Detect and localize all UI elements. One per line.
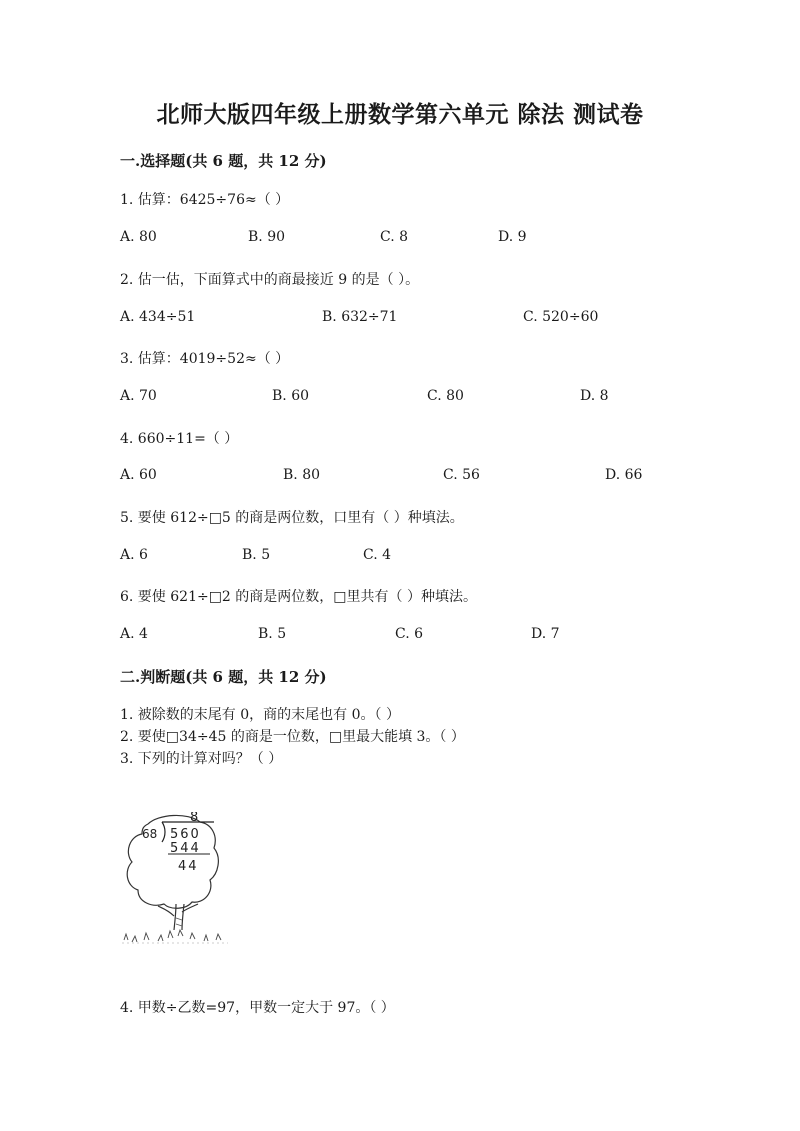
q3-option-b: B. 60 — [272, 388, 310, 404]
q5-option-b: B. 5 — [242, 547, 271, 563]
division-dividend: 560 — [170, 827, 201, 842]
grass — [124, 930, 221, 942]
q6-option-b: B. 5 — [258, 626, 287, 642]
q4-option-c: C. 56 — [443, 467, 480, 483]
q2-option-b: B. 632÷71 — [322, 309, 398, 325]
division-quotient: 8 — [190, 812, 199, 825]
q5-option-a: A. 6 — [120, 547, 148, 563]
q2-option-c: C. 520÷60 — [523, 309, 599, 325]
question-1: 1. 估算：6425÷76≈（ ） — [120, 192, 290, 208]
question-3: 3. 估算：4019÷52≈（ ） — [120, 351, 290, 367]
judgment-3: 3. 下列的计算对吗？（ ） — [120, 751, 283, 767]
q6-option-d: D. 7 — [531, 626, 560, 642]
q2-option-a: A. 434÷51 — [120, 309, 196, 325]
q5-option-c: C. 4 — [363, 547, 392, 563]
division-divisor: 68 — [142, 827, 158, 841]
q4-option-a: A. 60 — [120, 467, 157, 483]
question-6: 6. 要使 621÷□2 的商是两位数，□里共有（ ）种填法。 — [120, 589, 477, 605]
q1-option-c: C. 8 — [380, 229, 409, 245]
q1-option-b: B. 90 — [248, 229, 286, 245]
question-4: 4. 660÷11=（ ） — [120, 431, 239, 447]
q4-option-b: B. 80 — [283, 467, 321, 483]
q3-option-d: D. 8 — [580, 388, 609, 404]
q1-option-d: D. 9 — [498, 229, 527, 245]
tree-division-illustration — [118, 812, 233, 952]
judgment-4: 4. 甲数÷乙数=97，甲数一定大于 97。（ ） — [120, 1000, 395, 1016]
q4-option-d: D. 66 — [605, 467, 643, 483]
q1-option-a: A. 80 — [120, 229, 157, 245]
judgment-1: 1. 被除数的末尾有 0，商的末尾也有 0。（ ） — [120, 707, 400, 723]
division-remainder: 44 — [178, 859, 199, 874]
q6-option-c: C. 6 — [395, 626, 424, 642]
question-5: 5. 要使 612÷□5 的商是两位数，口里有（ ）种填法。 — [120, 510, 464, 526]
page-title: 北师大版四年级上册数学第六单元 除法 测试卷 — [156, 101, 644, 128]
division-product: 544 — [170, 841, 201, 856]
section-heading-judgment: 二.判断题(共 6 题，共 12 分) — [120, 668, 327, 686]
question-2: 2. 估一估，下面算式中的商最接近 9 的是（ ）。 — [120, 272, 420, 288]
section-heading-choice: 一.选择题(共 6 题，共 12 分) — [120, 152, 327, 170]
q3-option-a: A. 70 — [120, 388, 157, 404]
q3-option-c: C. 80 — [427, 388, 464, 404]
q6-option-a: A. 4 — [120, 626, 148, 642]
judgment-2: 2. 要使□34÷45 的商是一位数，□里最大能填 3。（ ） — [120, 729, 465, 745]
